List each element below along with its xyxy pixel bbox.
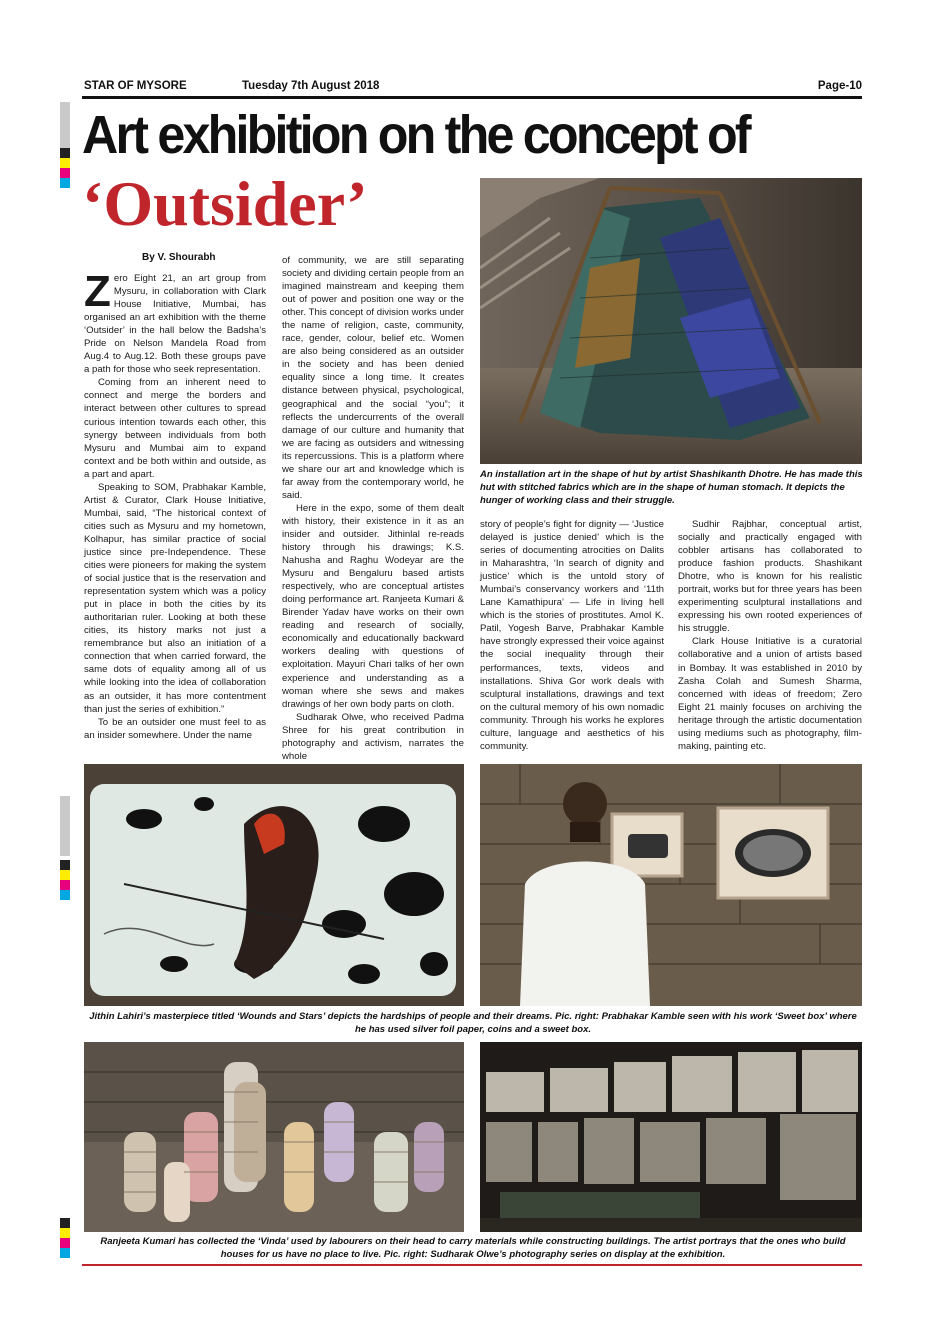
article-column-4 xyxy=(678,518,862,758)
paragraph: Sudharak Olwe, who received Padma Shree for his great contribution in photography and activism, narrates the whole xyxy=(282,711,464,762)
header-rule xyxy=(82,96,862,99)
middle-photos-caption: Jithin Lahiri’s masterpiece titled ‘Wounds and Stars’ depicts the hardships of people and their dreams. Pic. right: Prabhakar Kamble seen with his work ‘Sweet box’ where he has used silver foil paper, coins and a sweet box. xyxy=(89,1011,857,1035)
paragraph: Speaking to SOM, Prabhakar Kamble, Artist & Curator, Clark House Initiative, Mumbai, said, “The historical context of cities such as Mysuru and my hometown, Kolhapur, has similar practice of social justice since pre-Independence. These cities were pioneers for making the system of social justice that is the reservation and representation system which was a policy put in place in both the cities by its authoritarian ruler. Looking at both these cities, its history marks not just a remembrance but also an initiation of a connection that when carried forward, the same dots of equality among all of us while looking into the idea of collaboration as an outsider, it has more contentment than just the series of exhibition.” xyxy=(84,481,266,715)
article-column-1 xyxy=(84,267,266,750)
hut-photo-caption: An installation art in the shape of hut by artist Shashikanth Dhotre. He has made this hut with stitched fabrics which are in the shape of human stomach. It depicts the hunger of working class and their struggle. xyxy=(480,469,863,506)
paragraph: of community, we are still separating society and dividing certain people from an imagined mainstream and keeping them out of power and position one way or the other. This concept of division works under the name of religion, caste, community, race, gender, colour, belief etc. Women are also being considered as an outsider in the society and has been denied equality since a long time. It creates distance between physical, psychological, geographical and the social “you”; it reflects the undercurrents of the overall damage of our culture and humanity that we are facing as outsiders and witnessing its repercussions. This is a platform where we share our art and knowledge which is far away from the contemporary world, he said. xyxy=(282,255,464,501)
publication-name: STAR OF MYSORE xyxy=(84,80,187,92)
color-registration-mark xyxy=(60,860,70,900)
paragraph: Coming from an inherent need to connect and merge the borders and interact between other cultures to spread curious intention towards each other, this synergy between individuals from both Mysuru and Mumbai aim to expand context and be both within and outside, as a part and apart. xyxy=(84,377,266,480)
page-header xyxy=(84,80,862,96)
bottom-photos-caption: Ranjeeta Kumari has collected the ‘Vinda’ used by labourers on their head to carry materials while constructing buildings. The artist portrays that the ones who build houses for us have no place to live. Pic. right: Sudharak Olwe’s photography series on display at the exhibition. xyxy=(100,1236,846,1260)
page-number: Page-10 xyxy=(817,80,862,92)
paragraph: Clark House Initiative is a curatorial collaborative and a union of artists based in Bombay. It was established in 2010 by Zasha Colah and Sumesh Sharma, concerned with ideas of freedom; Zero Eight 21 mainly focuses on archiving the heritage through the artistic documentation using mediums such as photography, film-making, painting etc. xyxy=(678,636,862,752)
paragraph: ero Eight 21, an art group from Mysuru, in collaboration with Clark House Initiative, Mumbai, has organised an art exhibition with the theme ‘Outsider’ in the hall below the Badsha’s Pride on Nelson Mandela Road from Aug.4 to Aug.12. Both these groups pave a path for those who seek representation. xyxy=(84,273,266,376)
article-column-3 xyxy=(480,518,664,758)
prabhakar-kamble-photo xyxy=(480,764,862,1006)
article-column-2 xyxy=(282,254,464,762)
paragraph: To be an outsider one must feel to as an insider somewhere. Under the name xyxy=(84,716,266,741)
issue-date: Tuesday 7th August 2018 xyxy=(242,80,380,92)
print-margin-bar xyxy=(60,796,70,856)
paragraph: Sudhir Rajbhar, conceptual artist, socially and practically engaged with cobbler artisans has collaborated to produce fashion products. Shashikant Dhotre, who is known for his realistic portrait, works but for three years has been experimenting sculptural installations and expressing his own rooted experiences of his struggle. xyxy=(678,519,862,635)
vinda-installation-photo xyxy=(84,1042,464,1232)
hut-installation-photo xyxy=(480,178,862,464)
print-margin-bar xyxy=(60,102,70,148)
color-registration-mark xyxy=(60,1218,70,1258)
drop-cap: Z xyxy=(84,267,111,316)
wounds-and-stars-painting-photo xyxy=(84,764,464,1006)
footer-rule xyxy=(82,1264,862,1266)
byline: By V. Shourabh xyxy=(142,252,216,263)
paragraph: story of people’s fight for dignity — ‘Justice delayed is justice denied’ which is the series of documenting atrocities on Dalits in Maharashtra, ‘In search of dignity and justice’ which is the untold story of Mumbai’s conservancy workers and ‘11th Lane Kamathipura’ — Life in living hell which is the stories of prostitutes. Amol K. Patil, Yogesh Barve, Prabhakar Kamble have strongly expressed their voice against the social inequality through their performances, texts, videos and installations. Shiva Gor work deals with sculptural installations, drawings and text on the cultural memory of his own nomadic community. Through his works he explores culture, language and aesthetics of his community. xyxy=(480,519,664,752)
headline-line-2: ‘Outsider’ xyxy=(82,168,368,239)
color-registration-mark xyxy=(60,148,70,188)
paragraph: Here in the expo, some of them dealt with history, their existence in it as an insider and outsider. Jithinlal re-reads history through his drawings; K.S. Nahusha and Raghu Wodeyar are the Mysuru and Bengaluru based artists respectively, who are conceptual artistes doing performance art. Ranjeeta Kumari & Birender Yadav have works on their own reading and research of socially, economically and educationally backward workers dealing with questions of exploitation. Mayuri Chari talks of her own experience and understanding as a woman where she sews and makes drawings of her own body parts on cloth. xyxy=(282,502,464,710)
headline-line-1: Art exhibition on the concept of xyxy=(82,105,749,165)
photography-series-photo xyxy=(480,1042,862,1232)
